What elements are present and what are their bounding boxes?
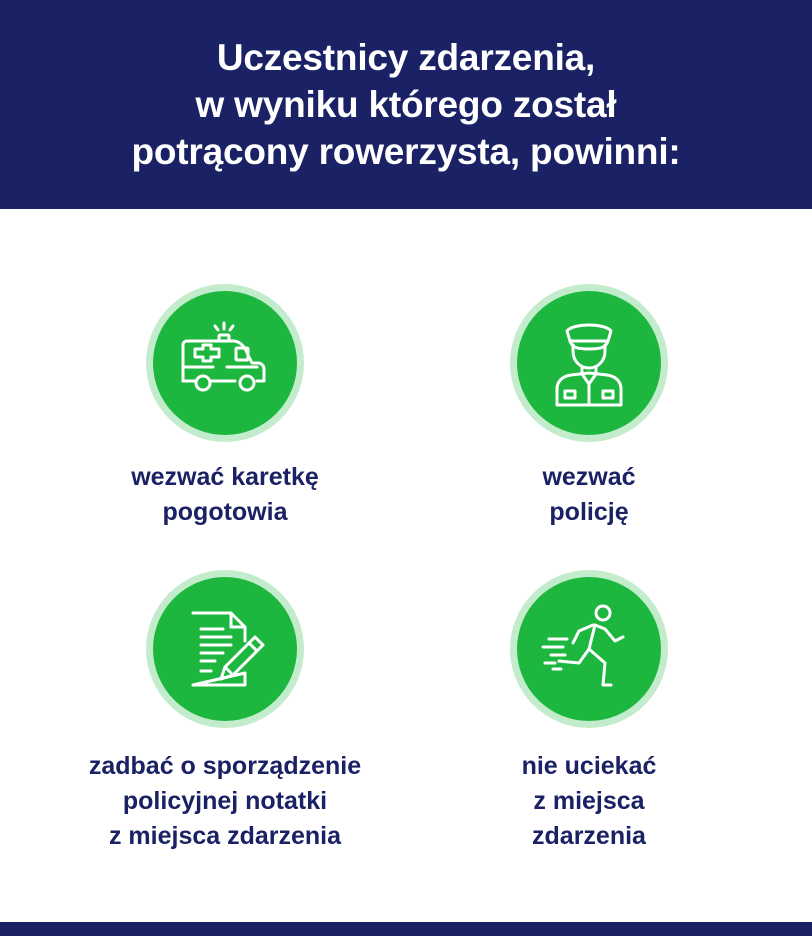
footer-bar [0, 922, 812, 936]
label-line: wezwać karetkę [131, 463, 319, 491]
label-line: zdarzenia [532, 822, 646, 850]
icon-badge [510, 570, 668, 728]
ambulance-icon [175, 313, 275, 413]
icon-badge [146, 570, 304, 728]
label-line: z miejsca zdarzenia [108, 822, 342, 850]
label-line: policyjnej notatki [122, 787, 328, 815]
police-officer-icon [539, 313, 639, 413]
item-label [35, 749, 415, 854]
item-label [399, 749, 779, 854]
label-line: policję [549, 498, 629, 526]
label-line: pogotowia [162, 498, 288, 526]
title-line: Uczestnicy zdarzenia, [216, 37, 596, 78]
item-label [35, 460, 415, 530]
icon-badge [146, 284, 304, 442]
running-person-icon [539, 599, 639, 699]
title-line: w wyniku którego został [195, 84, 617, 125]
header-banner [0, 0, 812, 209]
document-pen-icon [175, 599, 275, 699]
title-line: potrącony rowerzysta, powinni: [131, 131, 681, 172]
icon-badge [510, 284, 668, 442]
page-title [131, 34, 680, 175]
item-label [399, 460, 779, 530]
label-line: zadbać o sporządzenie [88, 752, 362, 780]
label-line: z miejsca [533, 787, 645, 815]
label-line: nie uciekać [521, 752, 657, 780]
label-line: wezwać [542, 463, 636, 491]
